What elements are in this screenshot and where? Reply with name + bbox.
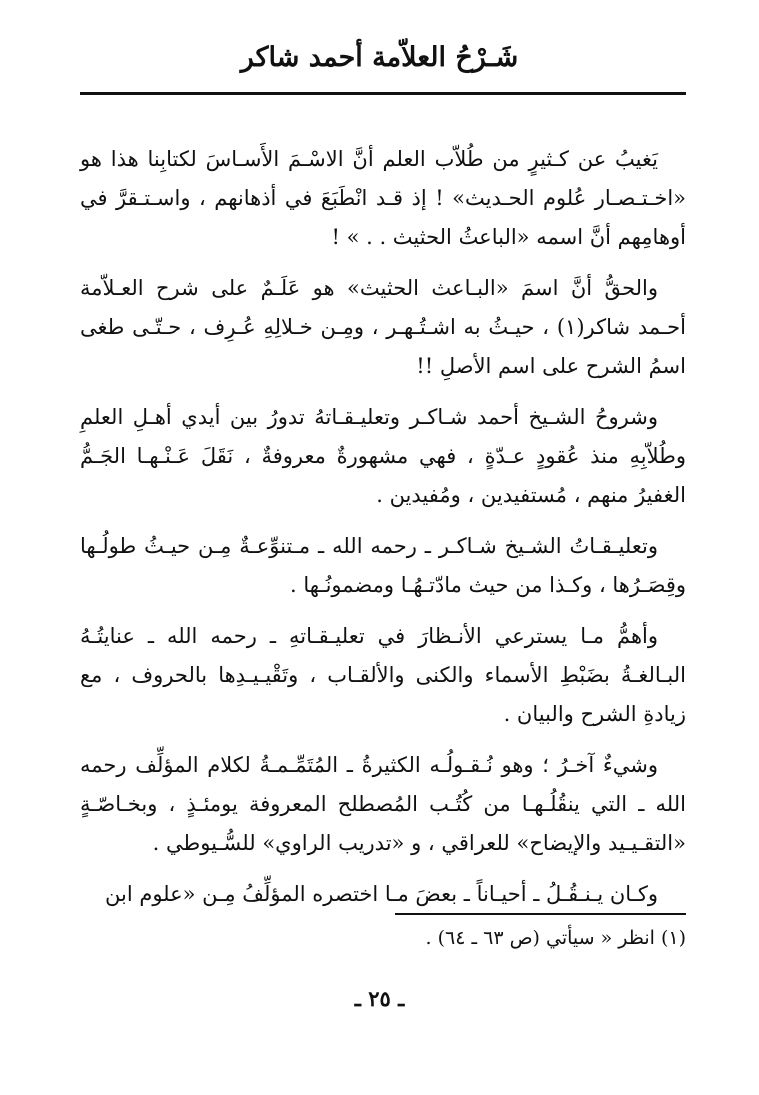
paragraph-1: يَغيبُ عن كـثيرٍ من طُلاّب العلم أنَّ الاسْـمَ الأَسـاسَ لكتابِنا هذا هو «اخـتـصـار عُلوم الحـديث» ! إذ قـد انْطَبَعَ في أذهانهم ، واسـتـقرَّ في أوهامِهم أنَّ اسمه «الباعثُ الحثيث . . » !	[80, 147, 686, 249]
paragraph-5: وأهمُّ مـا يسترعي الأنـظارَ في تعليـقـاتهِ ـ رحمه الله ـ عنايتُـهُ البـالغـةُ بضَبْطِ الأسماء والكنى والألقـاب ، وتَقْيـيـدِها بالحروف ، مع زيادةِ الشرح والبيان .	[80, 624, 686, 726]
paragraph-3: وشروحُ الشـيخ أحمد شـاكـر وتعليـقـاتهُ تدورُ بين أيدي أهـلِ العلمِ وطُلاّبِهِ منذ عُقودٍ عـدّةٍ ، فهي مشهورةٌ معروفةٌ ، نَقَلَ عَـنْـهـا الجَـمُّ الغفيرُ منهم ، مُستفيدين ، ومُفيدين .	[80, 405, 686, 507]
footnote: (١) انظر « سيأتي (ص ٦٣ ـ ٦٤) .	[425, 927, 686, 949]
paragraph-2: والحقُّ أنَّ اسمَ «البـاعث الحثيث» هو عَلَـمٌ على شرح العـلاّمة أحـمد شاكر(١) ، حيـثُ به اشـتُـهـر ، ومِـن خـلالِهِ عُـرِف ، حـتّـى طغى اسمُ الشرح على اسم الأصلِ !!	[80, 276, 686, 378]
page-number: ـ ٢٥ ـ	[354, 986, 405, 1011]
paragraph-7: وكـان يـنـقُـلُ ـ أحيـاناً ـ بعضَ مـا اختصره المؤلِّفُ مِـن «علوم ابن	[104, 882, 658, 906]
body-text	[80, 140, 686, 926]
paragraph-4: وتعليـقـاتُ الشـيخ شـاكـر ـ رحمه الله ـ مـتنوِّعـةٌ مِـن حيـثُ طولُـها وقِصَـرُها ، وكـذا من حيث مادّتـهُـا ومضمونُـها .	[80, 534, 686, 597]
footnote-divider	[395, 913, 686, 915]
header-divider	[80, 92, 686, 95]
page-header-title: شَـرْحُ العلاّمة أحمد شاكر	[240, 42, 519, 73]
paragraph-6: وشيءٌ آخـرُ ؛ وهو نُـقـولُـه الكثيرةُ ـ المُتَمِّـمـةُ لكلام المؤلِّف رحمه الله ـ التي ينقُلُـهـا من كُتُـب المُصطلح المعروفة يومئـذٍ ، وبخـاصّـةٍ «التقـيـيد والإيضاح» للعراقي ، و «تدريب الراوي» للسُّـيوطي .	[80, 753, 686, 855]
